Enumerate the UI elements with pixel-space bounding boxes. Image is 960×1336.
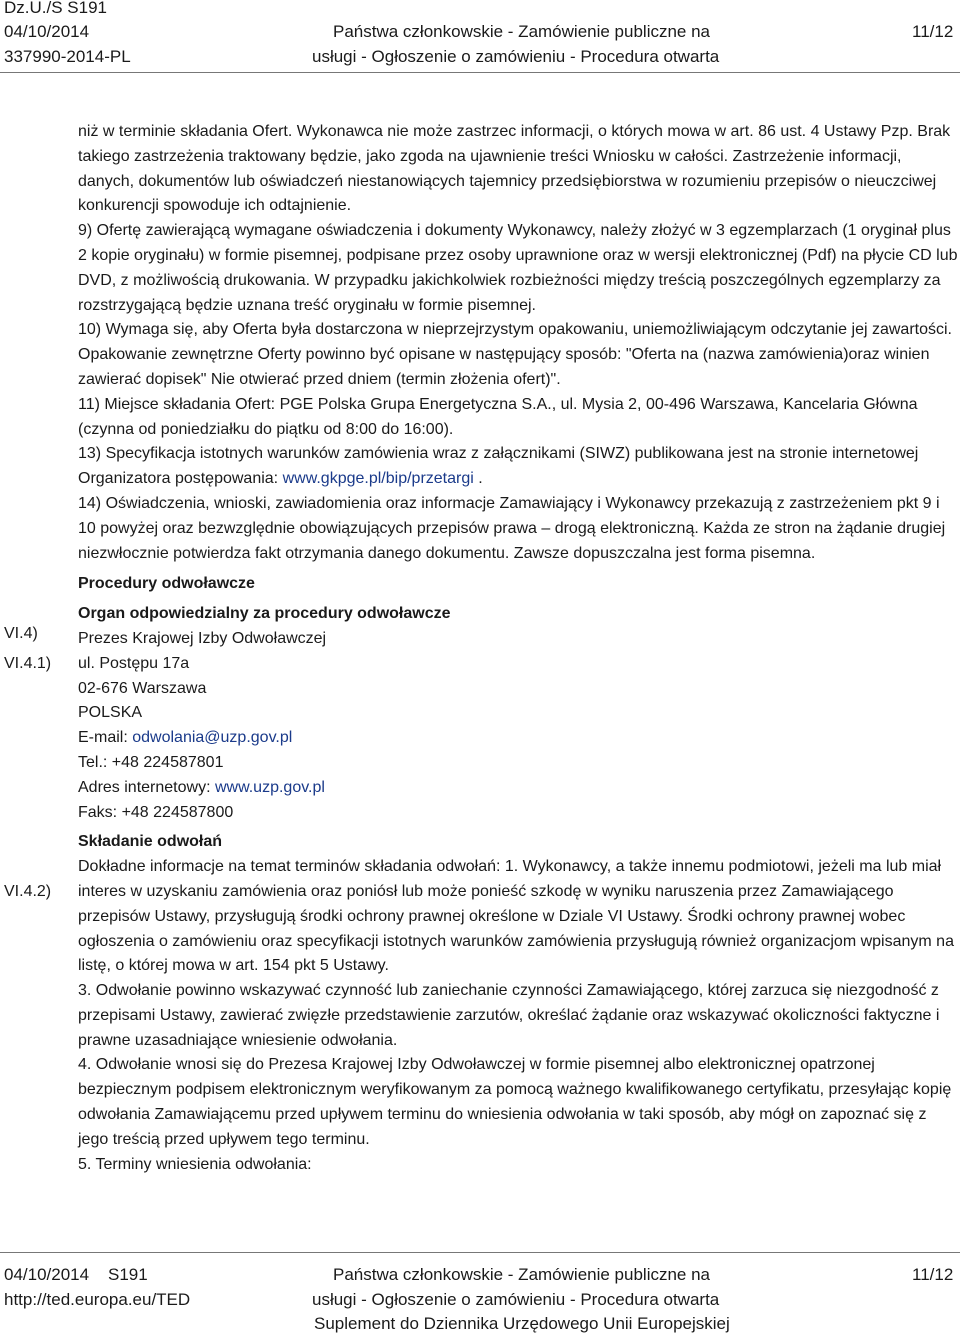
paragraph: 11) Miejsce składania Ofert: PGE Polska Grupa Energetyczna S.A., ul. Mysia 2, 00-496 Warszawa, Kancelaria Główna (czynna od poniedziałku do piątku od 8:00 do 16:00). xyxy=(78,395,918,438)
org-email xyxy=(78,726,960,751)
appeal-paragraph: 3. Odwołanie powinno wskazywać czynność lub zaniechanie czynności Zamawiającego, której zarzuca się niezgodność z przepisami Ustawy, zawierać zwięzłe przedstawienie zarzutów, określać żądanie oraz wskazywać okoliczności faktyczne i prawne uzasadniające wniesienie odwołania. xyxy=(78,982,940,1049)
header-page-number: 11/12 xyxy=(912,22,954,41)
email-label: E-mail: xyxy=(78,729,133,747)
siwz-link[interactable]: www.gkpge.pl/bip/przetargi xyxy=(282,470,474,488)
web-label: Adres internetowy: xyxy=(78,778,215,796)
header-date: 04/10/2014 xyxy=(4,22,90,41)
org-street: ul. Postępu 17a xyxy=(78,654,190,672)
footer-date-issue: 04/10/2014 S191 xyxy=(4,1265,148,1284)
paragraph: 9) Ofertę zawierającą wymagane oświadczenia i dokumenty Wykonawcy, należy złożyć w 3 egzemplarzach (1 oryginał plus 2 kopie oryginału) w formie pisemnej, podpisane przez osoby uprawnione oraz w wersji elektronicznej (Pdf) na płycie CD lub DVD, z możliwością drukowania. W przypadku jakichkolwiek rozbieżności między treścią poszczególnych egzemplarzy za rozstrzygającą będzie uznana treść oryginału w formie pisemnej. xyxy=(78,222,958,314)
paragraph xyxy=(78,442,960,492)
section-title-vi4: Procedury odwoławcze xyxy=(78,575,255,593)
web-link[interactable]: www.uzp.gov.pl xyxy=(214,778,325,796)
section-number-vi4: VI.4) xyxy=(4,625,38,642)
appeal-paragraph: 5. Terminy wniesienia odwołania: xyxy=(78,1155,312,1173)
footer-title-line2: usługi - Ogłoszenie o zamówieniu - Procedura otwarta xyxy=(312,1290,720,1309)
footer-title-line1: Państwa członkowskie - Zamówienie publiczne na xyxy=(333,1265,711,1284)
footer-page-number: 11/12 xyxy=(912,1265,954,1284)
footer-divider xyxy=(0,1252,960,1253)
org-fax: Faks: +48 224587800 xyxy=(78,803,234,821)
header-doc-id: 337990-2014-PL xyxy=(4,47,131,66)
org-name: Prezes Krajowej Izby Odwoławczej xyxy=(78,629,327,647)
org-web xyxy=(78,776,960,801)
header-doc-ref: Dz.U./S S191 xyxy=(4,0,107,17)
org-country: POLSKA xyxy=(78,704,143,722)
section-title-vi41: Organ odpowiedzialny za procedury odwoławcze xyxy=(78,605,451,623)
section-number-vi41: VI.4.1) xyxy=(4,655,52,672)
section-title-vi42: Składanie odwołań xyxy=(78,833,223,851)
section-number-vi42: VI.4.2) xyxy=(4,883,52,900)
paragraph: niż w terminie składania Ofert. Wykonawca nie może zastrzec informacji, o których mowa w art. 86 ust. 4 Ustawy Pzp. Brak takiego zastrzeżenia traktowany będzie, jako zgoda na ujawnienie treści Wniosku w całości. Zastrzeżenie informacji, danych, dokumentów lub oświadczeń niestanowiących tajemnicy przedsiębiorstwa w rozumieniu przepisów o nieuczciwej konkurencji spowoduje ich odtajnienie. xyxy=(78,123,951,215)
header-divider xyxy=(0,72,960,73)
header-title-line1: Państwa członkowskie - Zamówienie publiczne na xyxy=(333,22,711,41)
appeal-paragraph: Dokładne informacje na temat terminów składania odwołań: 1. Wykonawcy, a także innemu podmiotowi, jeżeli ma lub miał interes w uzyskaniu zamówienia oraz poniósł lub może ponieść szkodę w wyniku naruszenia przez Zamawiającego przepisów Ustawy, przysługują środki ochrony prawnej określone w Dziale VI Ustawy. Środki ochrony prawnej wobec ogłoszenia o zamówieniu oraz specyfikacji istotnych warunków zamówienia przysługują również organizacjom wpisanym na listę, o której mowa w art. 154 pkt 5 Ustawy. xyxy=(78,858,954,975)
paragraph-text: 13) Specyfikacja istotnych warunków zamówienia wraz z załącznikami (SIWZ) publikowana jest na stronie internetowej Organizatora postępowania: xyxy=(78,445,919,488)
org-tel: Tel.: +48 224587801 xyxy=(78,753,224,771)
main-content xyxy=(78,120,960,1177)
appeal-paragraph: 4. Odwołanie wnosi się do Prezesa Krajowej Izby Odwoławczej w formie pisemnej albo elektronicznej opatrzonej bezpiecznym podpisem elektronicznym weryfikowanym za pomocą ważnego kwalifikowanego certyfikatu, przesyłając kopię odwołania Zamawiającemu przed upływem terminu do wniesienia odwołania w taki sposób, aby mógł on zapoznać się z jego treścią przed upływem tego terminu. xyxy=(78,1056,952,1148)
paragraph: 10) Wymaga się, aby Oferta była dostarczona w nieprzejrzystym opakowaniu, uniemożliwiającym odczytanie jej zawartości. Opakowanie zewnętrzne Oferty powinno być opisane w następujący sposób: "Oferta na (nazwa zamówienia)oraz winien zawierać dopisek" Nie otwierać przed dniem (termin złożenia ofert)". xyxy=(78,321,952,388)
email-link[interactable]: odwolania@uzp.gov.pl xyxy=(132,729,293,747)
header-title-line2: usługi - Ogłoszenie o zamówieniu - Procedura otwarta xyxy=(312,47,720,66)
org-city: 02-676 Warszawa xyxy=(78,679,207,697)
footer-title-line3: Suplement do Dziennika Urzędowego Unii Europejskiej xyxy=(314,1314,730,1333)
footer-url: http://ted.europa.eu/TED xyxy=(4,1290,191,1309)
paragraph-end: . xyxy=(473,470,483,488)
paragraph: 14) Oświadczenia, wnioski, zawiadomienia oraz informacje Zamawiający i Wykonawcy przekazują z zastrzeżeniem pkt 9 i 10 powyżej oraz bezwzględnie obowiązujących przepisów prawa – drogą elektroniczną. Każda ze stron na żądanie drugiej niezwłocznie potwierdza fakt otrzymania danego dokumentu. Zawsze dopuszczalna jest forma pisemna. xyxy=(78,494,946,562)
